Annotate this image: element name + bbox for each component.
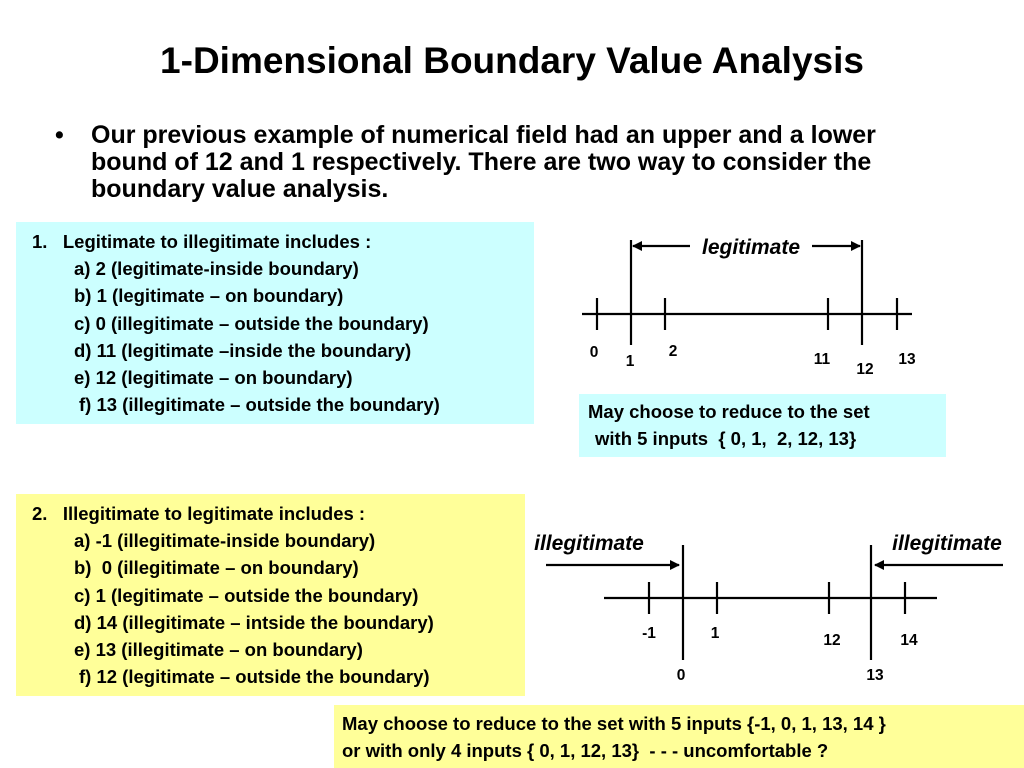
case2-item-b: b) 0 (illegitimate – on boundary): [74, 557, 359, 579]
case1-item-d: d) 11 (legitimate –inside the boundary): [74, 339, 412, 361]
bullet-marker: •: [55, 121, 64, 149]
case2-item-e: e) 13 (illegitimate – on boundary): [74, 639, 363, 661]
legitimate-label: legitimate: [701, 236, 801, 259]
tick-label-1: 1: [625, 353, 635, 370]
case1-note-line1: May choose to reduce to the set: [588, 401, 870, 422]
case1-item-a: a) 2 (legitimate-inside boundary): [74, 258, 359, 280]
tick-label-0: 0: [589, 344, 599, 361]
tick-label-12: 12: [823, 632, 841, 649]
tick-label-1: 1: [710, 625, 720, 642]
tick-label-12: 12: [856, 361, 874, 378]
diagram2: [534, 532, 1003, 684]
diagram1: [582, 236, 916, 378]
left-illegitimate-label: illegitimate: [534, 532, 644, 555]
tick-label-13: 13: [866, 667, 884, 684]
right-illegitimate-label: illegitimate: [892, 532, 1002, 555]
tick-label-neg1: -1: [642, 625, 656, 642]
tick-label-14: 14: [900, 632, 918, 649]
case2-note-line2: or with only 4 inputs { 0, 1, 12, 13} - - - uncomfortable ?: [342, 740, 829, 762]
tick-label-11: 11: [813, 351, 831, 368]
case1-item-b: b) 1 (legitimate – on boundary): [74, 285, 344, 307]
tick-label-0: 0: [676, 667, 686, 684]
case1-item-e: e) 12 (legitimate – on boundary): [74, 367, 353, 389]
case1-heading: 1. Legitimate to illegitimate includes :: [32, 231, 372, 252]
slide-title: 1-Dimensional Boundary Value Analysis: [160, 40, 864, 81]
case1-note-line2: with 5 inputs { 0, 1, 2, 12, 13}: [595, 428, 857, 450]
case2-item-a: a) -1 (illegitimate-inside boundary): [74, 530, 376, 552]
case2-item-c: c) 1 (legitimate – outside the boundary): [74, 584, 419, 606]
case2-note-line1: May choose to reduce to the set with 5 inputs {-1, 0, 1, 13, 14 }: [342, 713, 886, 734]
case1-item-c: c) 0 (illegitimate – outside the boundary): [74, 312, 429, 334]
tick-label-2: 2: [668, 343, 678, 360]
case2-heading: 2. Illegitimate to legitimate includes :: [32, 503, 366, 524]
case1-item-f: f) 13 (illegitimate – outside the boundary): [79, 394, 440, 416]
case2-item-f: f) 12 (legitimate – outside the boundary): [79, 666, 430, 688]
case2-item-d: d) 14 (illegitimate – intside the boundary): [74, 611, 434, 633]
tick-label-13: 13: [898, 351, 916, 368]
intro-text: Our previous example of numerical field had an upper and a lower bound of 12 and 1 respectively. There are two way to consider the boundary value analysis.: [91, 121, 876, 203]
